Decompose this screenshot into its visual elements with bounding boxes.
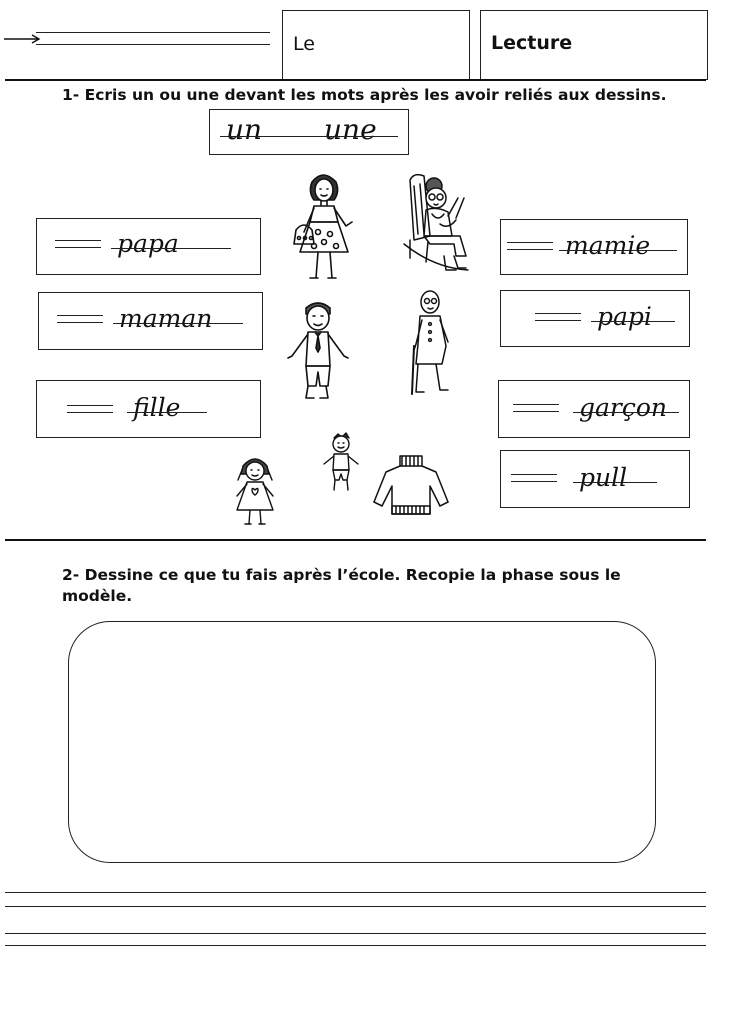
- word-guide: [573, 412, 679, 413]
- exercise-2-instruction: 2- Dessine ce que tu fais après l’école. Recopie la phase sous le modèle.: [62, 566, 621, 605]
- writing-line-1: [5, 892, 706, 893]
- word-maman: maman: [119, 304, 213, 333]
- article-box: [209, 109, 409, 155]
- article-une: une: [324, 113, 377, 146]
- answer-blank[interactable]: [511, 474, 557, 482]
- article-un: un: [226, 113, 263, 146]
- answer-blank[interactable]: [513, 404, 559, 412]
- word-guide: [573, 482, 657, 483]
- word-mamie: mamie: [565, 231, 651, 260]
- answer-blank[interactable]: [535, 313, 581, 321]
- word-pull: pull: [579, 463, 628, 492]
- word-fille: fille: [133, 393, 181, 422]
- writing-line-4: [5, 945, 706, 946]
- word-guide: [591, 321, 675, 322]
- writing-line-3: [5, 933, 706, 934]
- boy-drawing[interactable]: [320, 432, 362, 494]
- word-guide: [111, 248, 231, 249]
- woman-icon: [284, 168, 362, 286]
- sweater-drawing[interactable]: [370, 452, 452, 518]
- word-guide: [113, 323, 243, 324]
- word-garcon: garçon: [579, 393, 668, 422]
- grandpa-drawing[interactable]: [402, 288, 462, 400]
- sweater-icon: [370, 452, 452, 518]
- exercise-1-instruction: 1- Ecris un ou une devant les mots après les avoir reliés aux dessins.: [62, 86, 667, 104]
- man-drawing[interactable]: [284, 298, 352, 406]
- grandpa-icon: [402, 288, 462, 400]
- word-box-mamie[interactable]: [500, 219, 688, 275]
- name-line-bottom: [36, 44, 270, 45]
- section-divider: [5, 539, 706, 541]
- man-icon: [284, 298, 352, 406]
- boy-icon: [320, 432, 362, 494]
- writing-line-2: [5, 906, 706, 907]
- date-box[interactable]: [282, 10, 470, 80]
- word-guide: [559, 250, 677, 251]
- answer-blank[interactable]: [57, 315, 103, 323]
- date-label: Le: [293, 33, 315, 55]
- woman-drawing[interactable]: [284, 168, 362, 286]
- name-line-top: [36, 32, 270, 33]
- subject-label: Lecture: [491, 32, 573, 54]
- word-box-papa[interactable]: [36, 218, 261, 275]
- word-box-garcon[interactable]: [498, 380, 690, 438]
- word-papa: papa: [117, 229, 179, 258]
- word-box-fille[interactable]: [36, 380, 261, 438]
- word-box-papi[interactable]: [500, 290, 690, 347]
- header-divider: [5, 79, 706, 81]
- answer-blank[interactable]: [67, 405, 113, 413]
- answer-blank[interactable]: [507, 242, 553, 250]
- grandma-drawing[interactable]: [400, 172, 480, 276]
- word-box-maman[interactable]: [38, 292, 263, 350]
- word-box-pull[interactable]: [500, 450, 690, 508]
- word-guide: [127, 412, 207, 413]
- grandma-icon: [400, 172, 480, 276]
- girl-icon: [228, 454, 282, 532]
- answer-blank[interactable]: [55, 240, 101, 248]
- drawing-area[interactable]: [68, 621, 656, 863]
- word-papi: papi: [597, 302, 652, 331]
- girl-drawing[interactable]: [228, 454, 282, 532]
- subject-box: [480, 10, 708, 80]
- article-guide: [220, 136, 398, 137]
